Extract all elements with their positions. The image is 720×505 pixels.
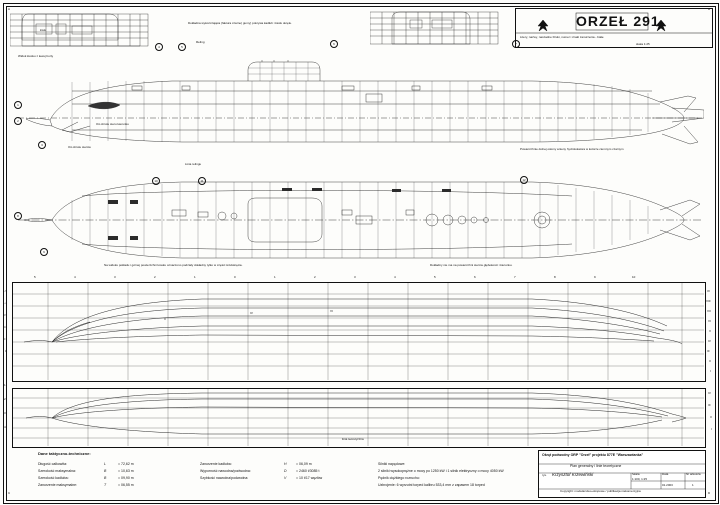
lines-plan-waterlines: [12, 282, 704, 380]
spec2-val-2: = 10 t/17 węzłów: [296, 476, 323, 480]
corner-mark-top-right: B: [708, 7, 711, 11]
spec3-row-0: Silniki napędowe:: [378, 462, 406, 466]
sheet-subtitle-2: skala 1:25: [636, 42, 650, 46]
title-block-field-2-val: 1: [692, 483, 694, 487]
spec-val-1: = 10,63 m: [118, 469, 134, 473]
buttock-lines: [12, 388, 704, 446]
callout-d: 4: [155, 43, 163, 51]
drawing-sheet: ORZEŁ 291 Litery, nazwy, naszadne Druki, numer i znaki zanurzenia - białe skala 1:25 kiosk Widok kiosku z lewej burty Dokładna wykończająca (faktura czarne) gumy) pokrywa kadłub i kiosk okrętu. Reling Oś obrotu sterów Oś obrotu steru kierunku Powierzchnie dolnej osłony anteny hydrolokatora w kolorze ciemnym czarnym Linia relingu 1 2 3 4 5 6 7 Na widoku pokładu i górnej powierzchni kiosku oznaczono podziały dokładny tylko w części śródokręcia. Dokładny nie ma na powierzchni sterów głębokości i kierunku. 8 9 10 11 12 II IV VI 5 4 3 2 1 0 1 2 3 4 5 6 7 8 9 10 1.5 1.2 0.9 0.6 0.3 0 IX VIII VII VI V IV III II I linia teoretyczna IV III II I 1 2 3 4 Dane taktyczno-techniczne: Długość całkowita: L = 72,62 m Szerokość maksymalna: B = 10,63 m Szerokość kadłuba: B = 09,90 m Zanurzenie maksymalne: T = 06,55 m Zanurzenie kadłuba: H = 06,09 m Wyporność nawodna/podwodna: D = 2460 t/3085 t Szybkość nawodna/podwodna: V = 10 t/17 węzłów Silniki napędowe: 2 silniki wysokoprężne o mocy po 1250 kW i 1 silnik elektryczny o mocy 4050 kW Pędnik ciężkiego rozruchu: Uzbrojenie: 6 wyrzutni torped kalibru 533,4 mm z zapasem 18 torped Okręt podwodny ORP "Orzeł" projektu 877E "Warszawianka" Plan generalny i linie teoretyczne rys. Krzysztof Krzewiński Skala 1:100, 1:25 Data 01.2003 Nr arkusza 1 Copyright: modelarstwo-okrętowe / publikacja niekomercyjna A B C D: [0, 0, 720, 505]
spec-val-2: = 09,90 m: [118, 476, 134, 480]
callout-plan-5: 12: [520, 176, 528, 184]
title-block-author-label: rys.: [542, 473, 547, 477]
spec-sym-0: L: [104, 462, 106, 466]
spec-label-0: Długość całkowita:: [38, 462, 67, 466]
note-rudder-axis: Oś obrotu steru kierunku: [96, 122, 129, 126]
callout-g: 7: [512, 40, 520, 48]
conning-tower-front-detail: [370, 10, 500, 54]
submarine-side-profile: [12, 60, 704, 160]
spec-label-2: Szerokość kadłuba:: [38, 476, 69, 480]
spec-heading: Dane taktyczno-techniczne:: [38, 451, 91, 456]
spec3-row-1: 2 silniki wysokoprężne o mocy po 1250 kW i 1 silnik elektryczny o mocy 4050 kW: [378, 469, 504, 473]
sheet-title: ORZEŁ 291: [576, 13, 660, 29]
corner-mark-bottom-left: C: [8, 491, 11, 495]
note-rear-planes: Dokładny nie ma na powierzchni sterów głębokości i kierunku.: [430, 263, 513, 267]
title-block-footer: Copyright: modelarstwo-okrętowe / publikacja niekomercyjna: [560, 489, 641, 493]
spec-sym-3: T: [104, 483, 107, 487]
conning-tower-detail: [8, 7, 150, 60]
spec2-sym-0: H: [284, 462, 287, 466]
submarine-plan-view: [12, 170, 704, 270]
spec2-sym-1: D: [284, 469, 287, 473]
spec2-sym-2: V: [284, 476, 287, 480]
title-block-field-2-key: Nr arkusza: [686, 472, 701, 476]
svg-text:IV: IV: [250, 311, 253, 315]
corner-mark-bottom-right: D: [708, 491, 711, 495]
spec-col-3: [378, 462, 504, 487]
spec-sym-1: B: [104, 469, 107, 473]
spec3-row-2: Pędnik ciężkiego rozruchu:: [378, 476, 420, 480]
title-block-line2: Plan generalny i linie teoretyczne: [570, 464, 622, 468]
title-block-field-0-key: Skala: [632, 472, 640, 476]
callout-b: 2: [14, 117, 22, 125]
callout-plan-2: 9: [40, 248, 48, 256]
note-antenna-line: Linia relingu: [185, 162, 202, 166]
title-block-field-0-val: 1:100, 1:25: [632, 477, 648, 481]
note-conning-left-view: Widok kiosku z lewej burty: [18, 54, 54, 58]
spec-sym-2: B: [104, 476, 107, 480]
callout-plan-4: 11: [198, 177, 206, 185]
title-block-field-1-val: 01.2003: [662, 483, 673, 487]
sheet-subtitle-1: Litery, nazwy, naszadne Druki, numer i znaki zanurzenia - białe: [520, 35, 604, 39]
title-block-author: Krzysztof Krzewiński: [552, 472, 594, 477]
note-reling: Reling: [196, 40, 205, 44]
spec-val-3: = 06,55 m: [118, 483, 134, 487]
spec2-label-2: Szybkość nawodna/podwodna:: [200, 476, 249, 480]
callout-f: 6: [330, 40, 338, 48]
callout-plan-3: 10: [152, 177, 160, 185]
svg-text:II: II: [164, 317, 166, 321]
callout-plan-1: 8: [14, 212, 22, 220]
corner-mark-top-left: A: [8, 7, 11, 11]
callout-c: 3: [38, 141, 46, 149]
spec-col-2: [200, 462, 322, 480]
svg-text:VI: VI: [330, 309, 333, 313]
note-bow-planes: Oś obrotu sterów: [68, 145, 91, 149]
spec-label-3: Zanurzenie maksymalne:: [38, 483, 78, 487]
spec-col-1: [38, 462, 134, 487]
note-hull-top: Na widoku pokładu i górnej powierzchni kiosku oznaczono podziały dokładny tylko w części śródokręcia.: [104, 263, 243, 267]
spec3-row-3: Uzbrojenie: 6 wyrzutni torped kalibru 533,4 mm z zapasem 18 torped: [378, 483, 485, 487]
note-deck-structure: Dokładna wykończająca (faktura czarne) gumy) pokrywa kadłub i kiosk okrętu.: [188, 21, 293, 25]
spec2-label-1: Wyporność nawodna/podwodna:: [200, 469, 251, 473]
spec-label-1: Szerokość maksymalna:: [38, 469, 76, 473]
callout-e: 5: [178, 43, 186, 51]
spec-val-0: = 72,62 m: [118, 462, 134, 466]
spec2-val-1: = 2460 t/3085 t: [296, 469, 320, 473]
spec2-val-0: = 06,09 m: [296, 462, 312, 466]
title-block-line1: Okręt podwodny ORP "Orzeł" projektu 877E "Warszawianka": [542, 453, 644, 457]
svg-text:kiosk: kiosk: [40, 29, 46, 32]
svg-text:linia teoretyczna: linia teoretyczna: [342, 437, 364, 441]
callout-a: 1: [14, 101, 22, 109]
note-hydro: Powierzchnie dolnej osłony anteny hydrolokatora w kolorze ciemnym czarnym: [520, 147, 624, 151]
title-block-field-1-key: Data: [662, 472, 669, 476]
spec2-label-0: Zanurzenie kadłuba:: [200, 462, 232, 466]
